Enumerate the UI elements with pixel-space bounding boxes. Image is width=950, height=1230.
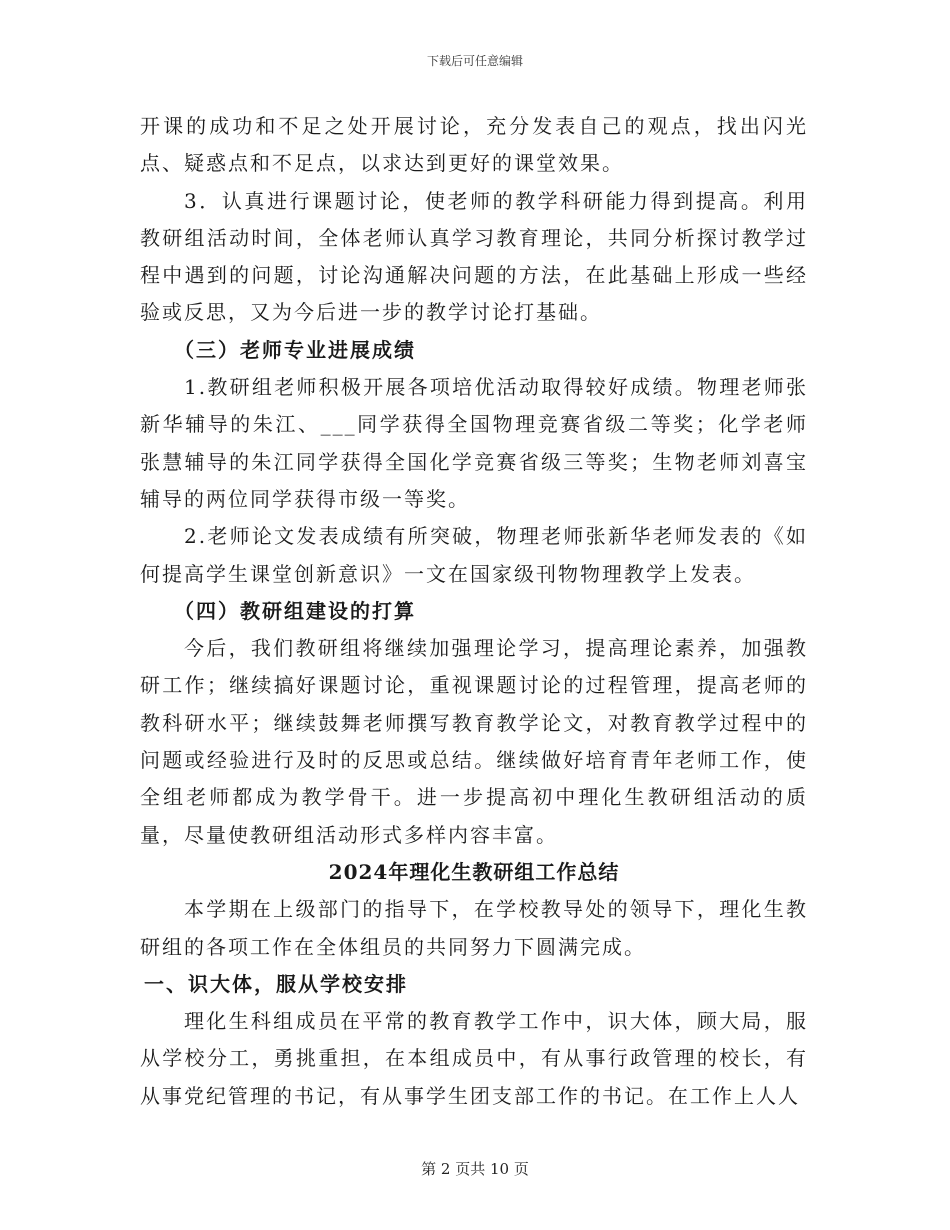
section-heading-1: 一、识大体，服从学校安排 [144, 971, 408, 996]
section-heading-4: （四）教研组建设的打算 [174, 598, 416, 623]
paragraph-achievement-1: 1.教研组老师积极开展各项培优活动取得较好成绩。物理老师张新华辅导的朱江、___同学获得全国物理竞赛省级二等奖；化学老师张慧辅导的朱江同学获得全国化学竞赛省级三等奖；生物老师刘喜宝辅导的两位同学获得市级一等奖。 [140, 375, 808, 511]
paragraph-item-3: 3．认真进行课题讨论，使老师的教学科研能力得到提高。利用教研组活动时间，全体老师认真学习教育理论，共同分析探讨教学过程中遇到的问题，讨论沟通解决问题的方法，在此基础上形成一些经验或反思，又为今后进一步的教学讨论打基础。 [140, 188, 808, 325]
section-heading-3: （三）老师专业进展成绩 [174, 337, 416, 362]
document-title: 2024年理化生教研组工作总结 [328, 859, 620, 884]
paragraph-continued: 开课的成功和不足之处开展讨论，充分发表自己的观点，找出闪光点、疑惑点和不足点，以求达到更好的课堂效果。 [140, 114, 808, 176]
document-body [140, 108, 808, 1115]
paragraph-plan: 今后，我们教研组将继续加强理论学习，提高理论素养，加强教研工作；继续搞好课题讨论，重视课题讨论的过程管理，提高老师的教科研水平；继续鼓舞老师撰写教育教学论文，对教育教学过程中的问题或经验进行及时的反思或总结。继续做好培育青年老师工作，使全组老师都成为教学骨干。进一步提高初中理化生教研组活动的质量，尽量使教研组活动形式多样内容丰富。 [140, 636, 808, 847]
paragraph-intro: 本学期在上级部门的指导下，在学校教导处的领导下，理化生教研组的各项工作在全体组员的共同努力下圆满完成。 [140, 897, 808, 959]
page-header: 下载后可任意编辑 [426, 54, 523, 68]
paragraph-achievement-2: 2.老师论文发表成绩有所突破，物理老师张新华老师发表的《如何提高学生课堂创新意识》一文在国家级刊物物理教学上发表。 [140, 524, 808, 586]
paragraph-section-1: 理化生科组成员在平常的教育教学工作中，识大体，顾大局，服从学校分工，勇挑重担，在本组成员中，有从事行政管理的校长，有从事党纪管理的书记，有从事学生团支部工作的书记。在工作上人人 [140, 1009, 808, 1108]
page-footer: 第 2 页共 10 页 [421, 1160, 529, 1178]
